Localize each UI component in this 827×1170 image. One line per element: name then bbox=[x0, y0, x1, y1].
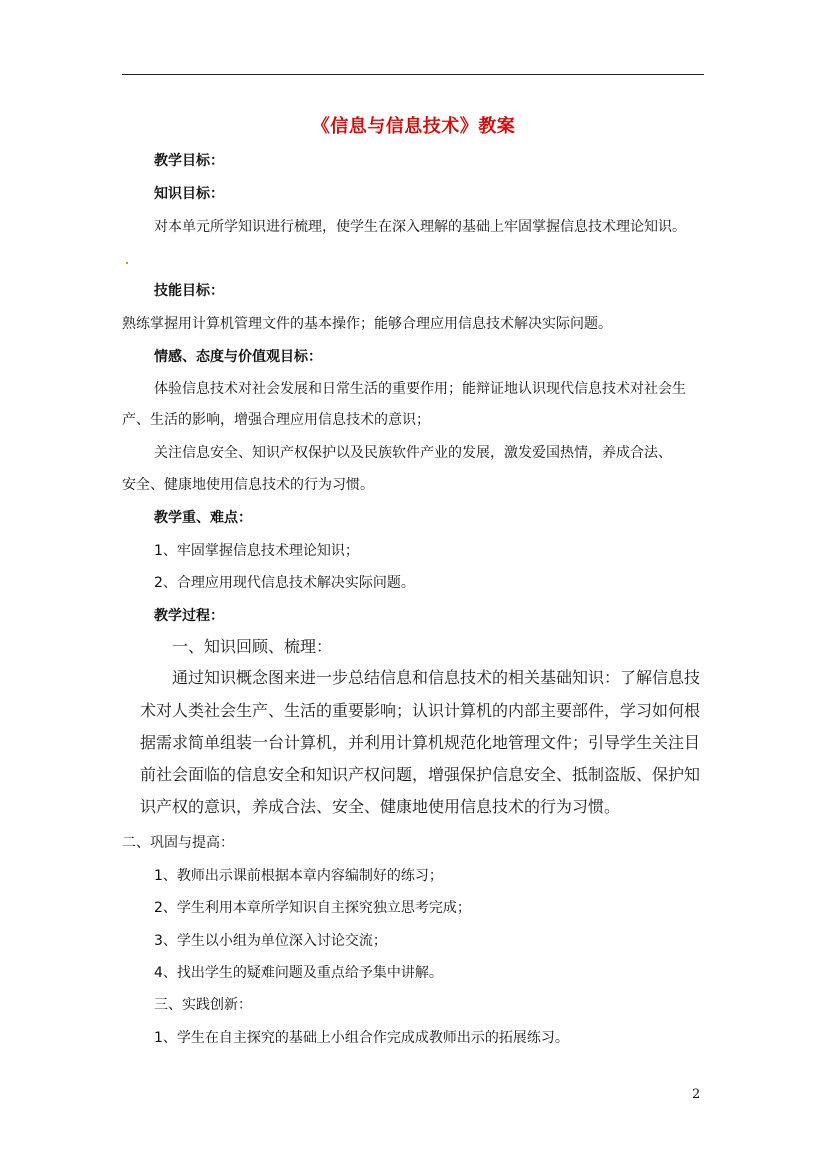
list-item: 2、合理应用现代信息技术解决实际问题。 bbox=[154, 575, 415, 591]
heading-key-points: 教学重、难点： bbox=[154, 510, 252, 526]
list-item: 1、教师出示课前根据本章内容编制好的练习； bbox=[154, 868, 443, 884]
section-heading-consolidate: 二、巩固与提高： bbox=[122, 835, 234, 851]
list-item: 4、找出学生的疑难问题及重点给予集中讲解。 bbox=[154, 965, 443, 981]
heading-knowledge-goals: 知识目标： bbox=[154, 186, 224, 202]
paragraph-line: 术对人类社会生产、生活的重要影响；认识计算机的内部主要部件，学习如何根 bbox=[140, 701, 701, 720]
heading-teaching-process: 教学过程： bbox=[154, 608, 224, 624]
paragraph-line: 体验信息技术对社会发展和日常生活的重要作用；能辩证地认识现代信息技术对社会生 bbox=[154, 381, 686, 397]
paragraph-line: 识产权的意识，养成合法、安全、健康地使用信息技术的行为习惯。 bbox=[140, 797, 621, 816]
list-item: 2、学生利用本章所学知识自主探究独立思考完成； bbox=[154, 900, 471, 916]
heading-skill-goals: 技能目标： bbox=[154, 283, 224, 299]
heading-teaching-goals: 教学目标： bbox=[154, 153, 224, 169]
paragraph-line: 安全、健康地使用信息技术的行为习惯。 bbox=[122, 477, 374, 493]
list-item: 1、牢固掌握信息技术理论知识； bbox=[154, 543, 359, 559]
section-heading-practice: 三、实践创新： bbox=[154, 997, 252, 1013]
paragraph-line: 前社会面临的信息安全和知识产权问题，增强保护信息安全、抵制盗版、保护知 bbox=[140, 765, 701, 784]
list-item: 1、学生在自主探究的基础上小组合作完成成教师出示的拓展练习。 bbox=[154, 1030, 569, 1046]
paragraph-line: 产、生活的影响，增强合理应用信息技术的意识； bbox=[122, 412, 430, 428]
paragraph-line: 通过知识概念图来进一步总结信息和信息技术的相关基础知识：了解信息技 bbox=[172, 668, 701, 687]
section-heading-review: 一、知识回顾、梳理： bbox=[172, 637, 333, 656]
stray-mark bbox=[126, 262, 128, 264]
paragraph-line: 关注信息安全、知识产权保护以及民族软件产业的发展，激发爱国热情，养成合法、 bbox=[154, 445, 672, 461]
heading-attitude-goals: 情感、态度与价值观目标： bbox=[154, 349, 322, 365]
paragraph-line: 对本单元所学知识进行梳理，使学生在深入理解的基础上牢固掌握信息技术理论知识。 bbox=[154, 219, 686, 235]
header-rule bbox=[122, 74, 704, 75]
document-title: 《信息与信息技术》教案 bbox=[311, 116, 516, 137]
page-number: 2 bbox=[692, 1087, 701, 1102]
list-item: 3、学生以小组为单位深入讨论交流； bbox=[154, 933, 387, 949]
paragraph-line: 熟练掌握用计算机管理文件的基本操作；能够合理应用信息技术解决实际问题。 bbox=[122, 316, 612, 332]
paragraph-line: 据需求简单组装一台计算机，并利用计算机规范化地管理文件；引导学生关注目 bbox=[140, 733, 701, 752]
